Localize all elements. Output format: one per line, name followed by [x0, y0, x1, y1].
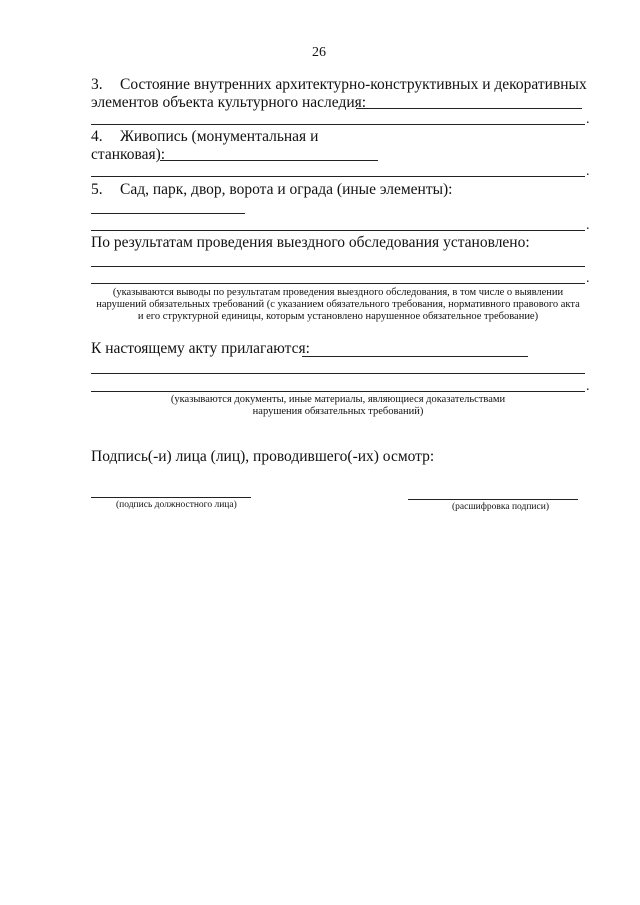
section-3-fill-line[interactable]	[356, 108, 582, 109]
attachments-note-line-2: нарушения обязательных требований)	[252, 406, 424, 417]
results-note-line-2: нарушений обязательных требований (с указанием обязательного требования, нормативного правового акта	[96, 299, 580, 310]
results-note-line-3: и его структурной единицы, которым установлено нарушенное обязательное требование)	[137, 311, 539, 322]
signature-decoding-line[interactable]	[408, 499, 578, 500]
section-4-period: .	[586, 164, 590, 179]
attachments-fill-line-1[interactable]	[91, 373, 585, 374]
attachments-note-line-1: (указываются документы, иные материалы, являющиеся доказательствами	[170, 394, 506, 405]
results-fill-line-2[interactable]	[91, 283, 585, 284]
section-4-title: Живопись (монументальная и	[120, 128, 319, 145]
section-4-title-continued: станковая):	[91, 146, 166, 163]
page-number: 26	[312, 45, 326, 60]
section-3-title-continued: элементов объекта культурного наследия:	[91, 94, 367, 111]
section-4-fill-line-2[interactable]	[91, 176, 585, 177]
section-3-period: .	[586, 112, 590, 127]
results-note-line-1: (указываются выводы по результатам проведения выездного обследования, в том числе о выявлении	[112, 287, 564, 298]
attachments-heading: К настоящему акту прилагаются:	[91, 340, 310, 357]
results-heading: По результатам проведения выездного обследования установлено:	[91, 234, 530, 251]
section-5-title: Сад, парк, двор, ворота и ограда (иные элементы):	[120, 181, 453, 198]
section-4-number: 4.	[91, 128, 103, 145]
signature-decoding-caption: (расшифровка подписи)	[452, 502, 549, 512]
attachments-period: .	[586, 379, 590, 394]
section-5-fill-line-2[interactable]	[91, 230, 585, 231]
section-3-title: Состояние внутренних архитектурно-конструктивных и декоративных	[120, 76, 587, 93]
signature-line[interactable]	[91, 497, 251, 498]
section-5-number: 5.	[91, 181, 103, 198]
results-fill-line-1[interactable]	[91, 266, 585, 267]
section-5-fill-line[interactable]	[91, 213, 245, 214]
section-4-fill-line[interactable]	[160, 160, 378, 161]
signature-heading: Подпись(-и) лица (лиц), проводившего(-их) осмотр:	[91, 448, 435, 465]
section-3-fill-line-2[interactable]	[91, 124, 585, 125]
signature-caption: (подпись должностного лица)	[116, 500, 237, 510]
results-period: .	[586, 271, 590, 286]
attachments-fill-line-inline[interactable]	[302, 356, 528, 357]
section-3-number: 3.	[91, 76, 103, 93]
section-5-period: .	[586, 218, 590, 233]
attachments-fill-line-2[interactable]	[91, 391, 585, 392]
